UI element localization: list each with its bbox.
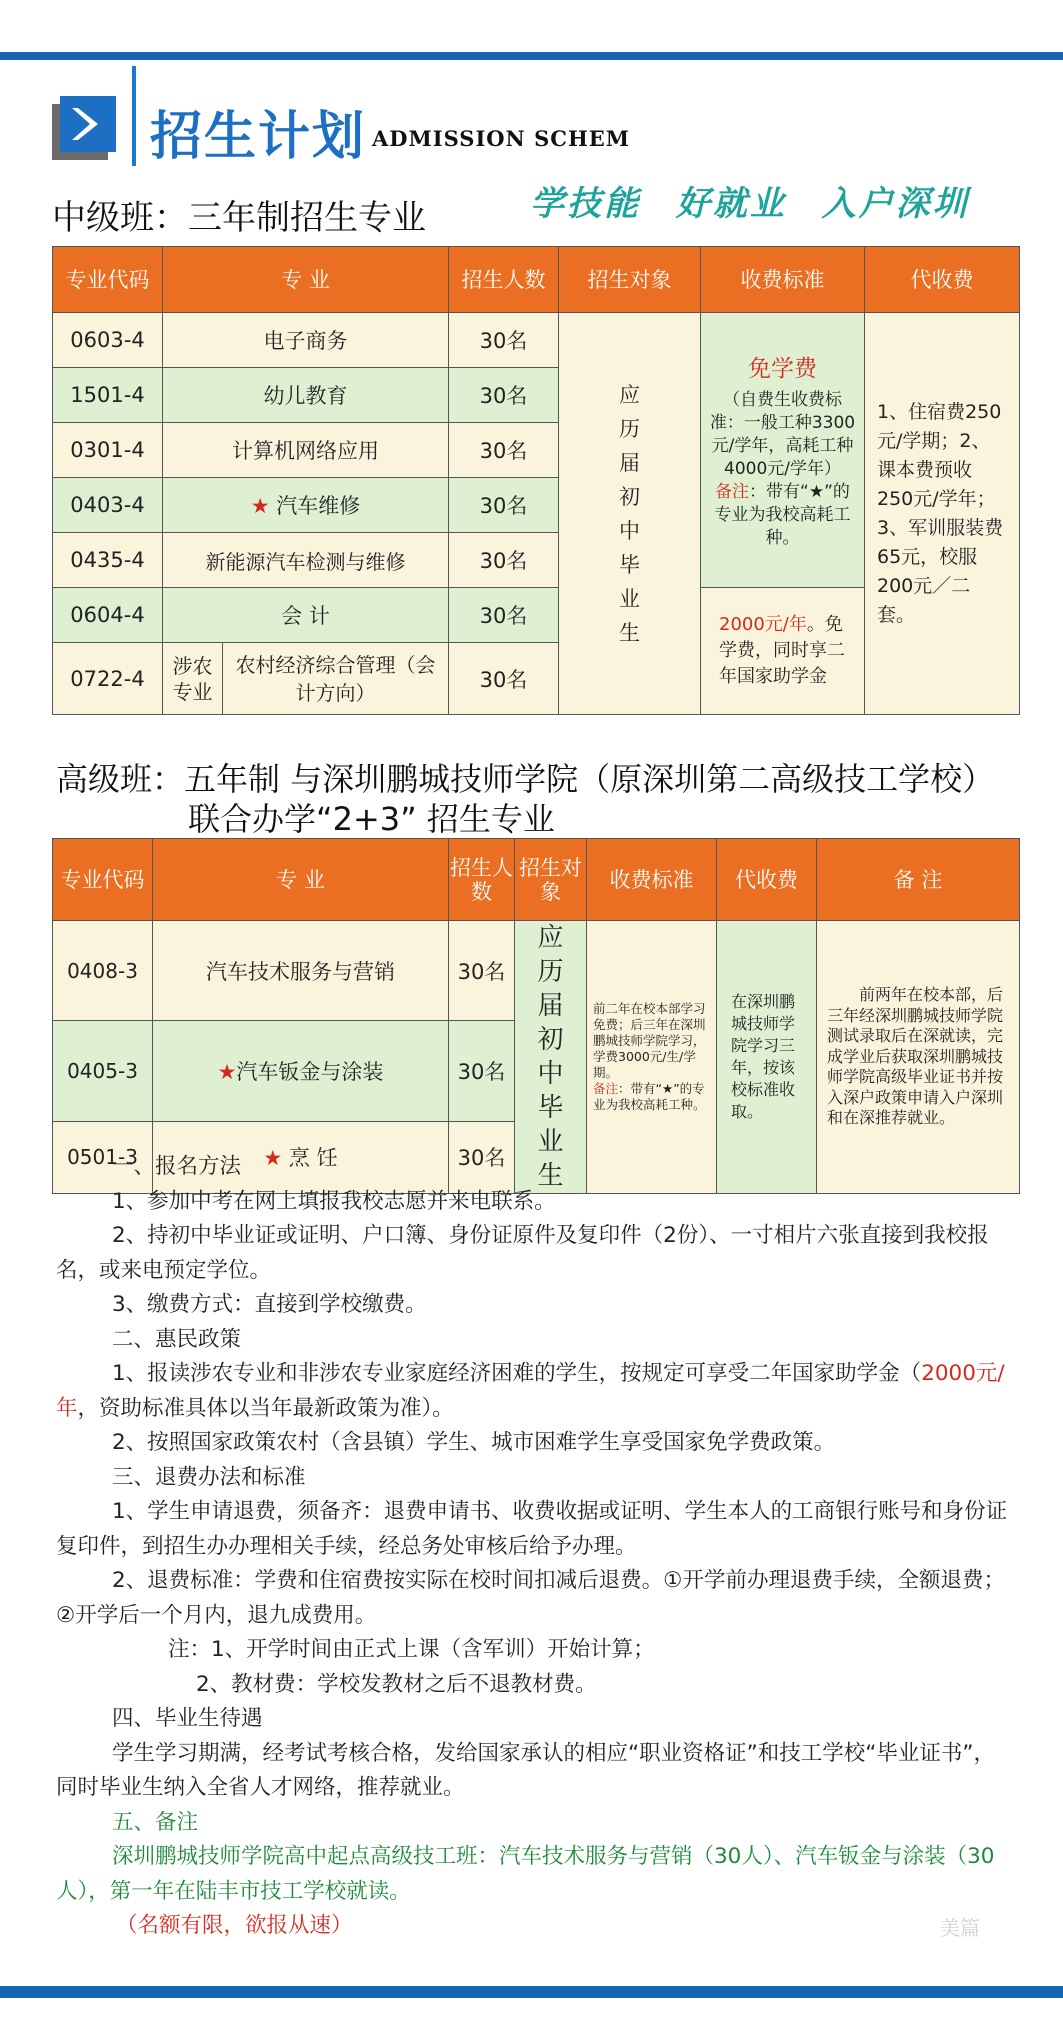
page-title-en: ADMISSION SCHEM bbox=[372, 126, 631, 151]
s1-title: 一、报名方法 bbox=[112, 1154, 242, 1179]
s3-note1: 注：1、开学时间由正式上课（含军训）开始计算； bbox=[168, 1637, 655, 1662]
s2-item1-c: ，资助标准具体以当年最新政策为准）。 bbox=[77, 1395, 454, 1421]
row-count: 30名 bbox=[449, 533, 559, 588]
fee-text: 前二年在校本部学习免费；后三年在深圳鹏城技师学院学习，学费3000元/生/学期。 bbox=[593, 1001, 706, 1080]
s3-title: 三、退费办法和标准 bbox=[112, 1464, 306, 1490]
row-count: 30名 bbox=[449, 921, 515, 1021]
row-code: 0603-4 bbox=[53, 313, 163, 368]
fee-aid: 。免学费，同时享二年国家助学金 bbox=[719, 614, 845, 687]
row-code: 0408-3 bbox=[53, 921, 153, 1021]
row-major-text: 农村经济综合管理（会计方向） bbox=[235, 652, 436, 705]
row-code: 0722-4 bbox=[53, 643, 163, 715]
row-major-text: 汽车钣金与涂装 bbox=[236, 1060, 384, 1085]
fee-note-label: 备注 bbox=[593, 1081, 619, 1096]
remark-text: 前两年在校本部，后三年经深圳鹏城技师学院测试录取后在深就读，完成学业后获取深圳鹏城技师学院高级毕业证书并按入深户政策申请入户深圳和在深推荐就业。 bbox=[827, 985, 1004, 1128]
table-row bbox=[53, 313, 1020, 368]
section1-heading: 中级班：三年制招生专业 bbox=[52, 198, 426, 238]
collect-text: 1、住宿费250元/学期；2、课本费预收250元/学年；3、军训服装费65元，校服200元／二套。 bbox=[877, 400, 1004, 626]
col-major: 专 业 bbox=[163, 247, 449, 313]
s4-item1: 学生学习期满，经考试考核合格，发给国家承认的相应“职业资格证”和技工学校“毕业证书”，同时毕业生纳入全省人才网络，推荐就业。 bbox=[56, 1740, 996, 1800]
notes-section bbox=[56, 1150, 1016, 1944]
row-count: 30名 bbox=[449, 423, 559, 478]
s1-item3: 3、缴费方式：直接到学校缴费。 bbox=[112, 1292, 427, 1317]
section2-heading-line2: 联合办学“2+3” 招生专业 bbox=[188, 800, 555, 838]
row-major: 电子商务 bbox=[163, 313, 449, 368]
row-major bbox=[223, 643, 449, 715]
row-count: 30名 bbox=[449, 478, 559, 533]
col-count: 招生人数 bbox=[449, 839, 515, 921]
row-major-text: 烹 饪 bbox=[288, 1146, 338, 1171]
row-code: 0301-4 bbox=[53, 423, 163, 478]
fee-note: ：带有“★”的专业为我校高耗工种。 bbox=[714, 482, 851, 548]
target-text: 应历届初中毕业生 bbox=[619, 382, 640, 645]
col-count: 招生人数 bbox=[449, 247, 559, 313]
row-code: 0604-4 bbox=[53, 588, 163, 643]
s3-item1: 1、学生申请退费，须备齐：退费申请书、收费收据或证明、学生本人的工商银行账号和身份证复印件，到招生办办理相关手续，经总务处审核后给予办理。 bbox=[56, 1499, 1008, 1559]
row-code: 0435-4 bbox=[53, 533, 163, 588]
row-count: 30名 bbox=[449, 1121, 515, 1193]
target-text: 应历届初中毕业生 bbox=[537, 923, 564, 1191]
fee-note-label: 备注 bbox=[715, 482, 750, 502]
s1-item1: 1、参加中考在网上填报我校志愿并来电联系。 bbox=[112, 1188, 556, 1214]
col-fee: 收费标准 bbox=[587, 839, 717, 921]
logo-arrow-icon bbox=[52, 96, 122, 160]
row-count: 30名 bbox=[449, 368, 559, 423]
row-code: 1501-4 bbox=[53, 368, 163, 423]
col-target: 招生对象 bbox=[515, 839, 587, 921]
s2-item1-amount: 2000元/年 bbox=[56, 1361, 1005, 1421]
star-icon: ★ bbox=[250, 494, 270, 518]
section2-heading-line1: 高级班：五年制 与深圳鹏城技师学院（原深圳第二高级技工学校） bbox=[56, 760, 995, 798]
s2-item2: 2、按照国家政策农村（含县镇）学生、城市困难学生享受国家免学费政策。 bbox=[112, 1430, 836, 1455]
s2-item1 bbox=[56, 1357, 1016, 1426]
row-major: 幼儿教育 bbox=[163, 368, 449, 423]
row-major-text: 汽车维修 bbox=[276, 494, 361, 518]
table-header-row bbox=[53, 839, 1020, 921]
s5-item1: 深圳鹏城技师学院高中起点高级技工班：汽车技术服务与营销（30人）、汽车钣金与涂装（30人），第一年在陆丰市技工学校就读。 bbox=[56, 1844, 995, 1904]
col-remark: 备 注 bbox=[817, 839, 1020, 921]
collect-cell bbox=[865, 313, 1020, 715]
fee-detail: （自费生收费标准：一般工种3300元/学年，高耗工种4000元/学年） bbox=[709, 390, 856, 479]
collect-text: 在深圳鹏城技师学院学习三年，按该校标准收取。 bbox=[731, 992, 796, 1121]
row-count: 30名 bbox=[449, 1021, 515, 1121]
slogan: 学技能 好就业 入户深圳 bbox=[530, 184, 970, 224]
row-major bbox=[163, 478, 449, 533]
row-tag bbox=[163, 643, 223, 715]
s2-title: 二、惠民政策 bbox=[112, 1326, 242, 1352]
row-count: 30名 bbox=[449, 313, 559, 368]
star-icon: ★ bbox=[263, 1146, 283, 1171]
table-header-row bbox=[53, 247, 1020, 313]
target-cell bbox=[559, 313, 701, 715]
fee-note: ：带有“★”的专业为我校高耗工种。 bbox=[593, 1081, 706, 1112]
table-row bbox=[53, 921, 1020, 1021]
s4-title: 四、毕业生待遇 bbox=[112, 1706, 263, 1731]
s2-item1-a: 1、报读涉农专业和非涉农专业家庭经济困难的学生，按规定可享受二年国家助学金（ bbox=[112, 1361, 922, 1386]
row-code: 0405-3 bbox=[53, 1021, 153, 1121]
title-divider bbox=[132, 66, 136, 166]
five-year-majors-table bbox=[52, 838, 1020, 1194]
row-code: 0501-3 bbox=[53, 1121, 153, 1193]
row-major: 新能源汽车检测与维修 bbox=[163, 533, 449, 588]
col-fee: 收费标准 bbox=[701, 247, 865, 313]
fee-aid-cell bbox=[701, 588, 865, 715]
col-code: 专业代码 bbox=[53, 839, 153, 921]
row-tag-text: 涉农专业 bbox=[172, 653, 213, 704]
s1-item2: 2、持初中毕业证或证明、户口簿、身份证原件及复印件（2份）、一寸相片六张直接到我校报名，或来电预定学位。 bbox=[56, 1223, 989, 1283]
row-major: 汽车技术服务与营销 bbox=[153, 921, 449, 1021]
star-icon: ★ bbox=[217, 1060, 237, 1085]
col-collect: 代收费 bbox=[717, 839, 817, 921]
row-count: 30名 bbox=[449, 588, 559, 643]
row-major bbox=[153, 1021, 449, 1121]
fee-cell bbox=[701, 313, 865, 588]
col-major: 专 业 bbox=[153, 839, 449, 921]
row-major: 会 计 bbox=[163, 588, 449, 643]
fee-main: 免学费 bbox=[748, 356, 817, 382]
col-collect: 代收费 bbox=[865, 247, 1020, 313]
col-target: 招生对象 bbox=[559, 247, 701, 313]
top-blue-bar bbox=[0, 52, 1063, 60]
s3-item2: 2、退费标准：学费和住宿费按实际在校时间扣减后退费。①开学前办理退费手续，全额退费；②开学后一个月内，退九成费用。 bbox=[56, 1568, 1005, 1628]
row-major: 计算机网络应用 bbox=[163, 423, 449, 478]
row-code: 0403-4 bbox=[53, 478, 163, 533]
col-code: 专业代码 bbox=[53, 247, 163, 313]
watermark: 美篇 bbox=[940, 1916, 980, 1940]
page-title: 招生计划 bbox=[150, 107, 367, 167]
s3-note2: 2、教材费：学校发教材之后不退教材费。 bbox=[196, 1671, 597, 1697]
row-count: 30名 bbox=[449, 643, 559, 715]
bottom-blue-bar bbox=[0, 1986, 1063, 1998]
s5-title: 五、备注 bbox=[112, 1809, 199, 1835]
fee-aid-amount: 2000元/年 bbox=[719, 614, 807, 635]
s5-item2: （名额有限，欲报从速） bbox=[116, 1913, 353, 1938]
three-year-majors-table bbox=[52, 246, 1020, 715]
